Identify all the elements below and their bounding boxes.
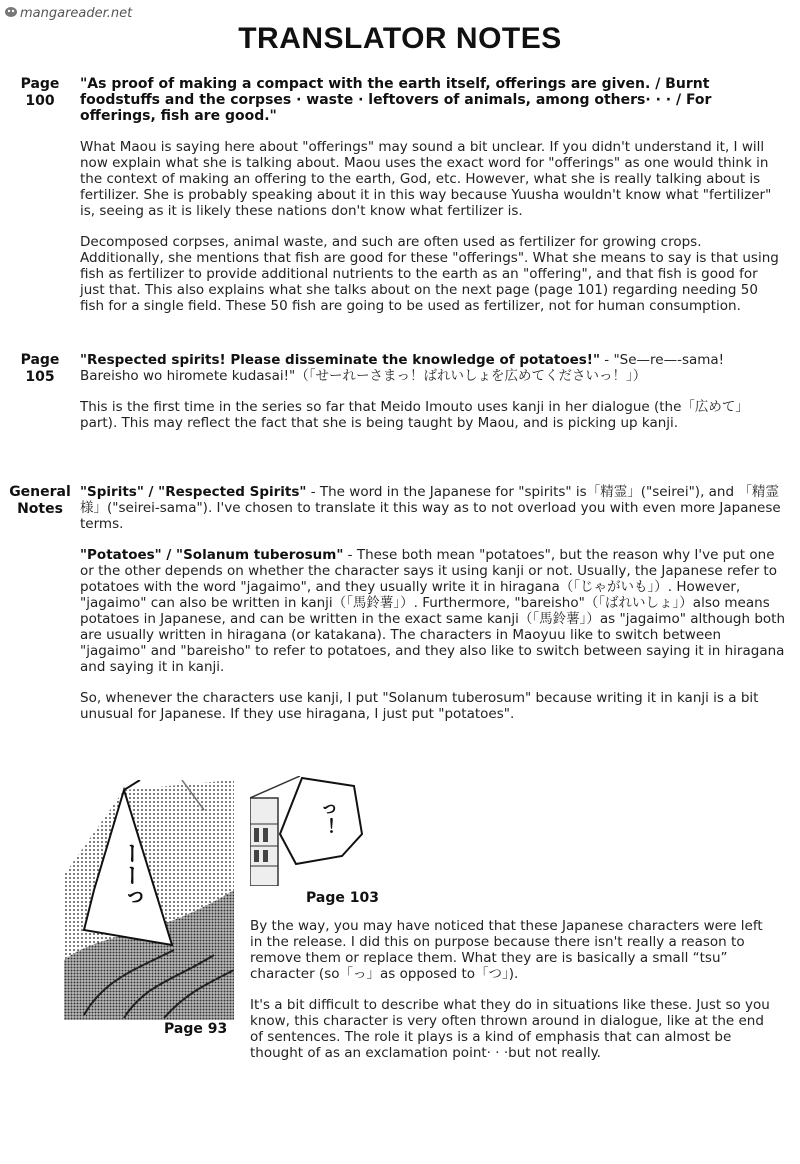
tsu-explanation xyxy=(250,918,770,1076)
general-note-entry xyxy=(80,690,786,722)
entry-term: "Spirits" / "Respected Spirits" xyxy=(80,484,307,500)
general-note-entry xyxy=(80,484,786,532)
panel-caption-page-93: Page 93 xyxy=(164,1021,228,1037)
entry-text: So, whenever the characters use kanji, I put "Solanum tuberosum" because writing it in kanji is a bit unusual for Japanese. If they use hiragana, I just put "potatoes". xyxy=(80,690,759,722)
entry-text: - These both mean "potatoes", but the reason why I've put one or the other depends on whether the character says it using kanji or not. Usually, the Japanese refer to potatoes with the word "jagaimo", and they usually write it in hiragana（「じゃがいも」）. However, "jagaimo" can also be written in kanji（「馬鈴薯」）. Furthermore, "bareisho"（「ばれいしょ」）also means potatoes in Japanese, and can be written in the exact same kanji（「馬鈴薯」）as "jagaimo" although both are usually written in hiragana (or katakana). The characters in Maoyuu like to switch between "jagaimo" and "bareisho" to refer to potatoes, and they also like to switch between saying it in hiragana and saying it in kanji. xyxy=(80,547,785,675)
entry-text: - The word in the Japanese for "spirits" is「精霊」("seirei"), and 「精霊様」("seirei-sama"). I've chosen to translate it this way as to not overload you with even more Japanese terms. xyxy=(80,484,781,532)
heading-romaji: - "Se—re—-sama! Bareisho wo hiromete kudasai!"（「せーれーさまっ！ばれいしょを広めてくださいっ！」） xyxy=(80,352,725,384)
section-content xyxy=(80,484,786,737)
manga-panel-page-103 xyxy=(250,776,370,886)
site-name: mangareader.net xyxy=(20,6,133,21)
section-paragraph: Decomposed corpses, animal waste, and such are often used as fertilizer for growing crops. Additionally, she mentions that fish are good for these "offerings". What she means to say is that using fish as fertilizer to provide additional nutrients to the earth as an "offering", and that fish is good for just that. This also explains what she talks about on the next page (page 101) regarding needing 50 fish for a single field. These 50 fish are going to be used as fertilizer, not for human consumption. xyxy=(80,234,779,314)
section-paragraph: This is the first time in the series so far that Meido Imouto uses kanji in her dialogue (the「広めて」part). This may reflect the fact that she is being taught by Maou, and is picking up kanji. xyxy=(80,399,749,431)
manga-panel-art xyxy=(250,776,370,886)
section-label xyxy=(4,484,76,518)
site-watermark xyxy=(4,6,132,21)
section-label xyxy=(4,76,76,110)
section-label xyxy=(4,352,76,386)
entry-term: "Potatoes" / "Solanum tuberosum" xyxy=(80,547,344,563)
section-paragraph: What Maou is saying here about "offerings" may sound a bit unclear. If you didn't understand it, I will now explain what she is talking about. Maou uses the exact word for "offerings" as one would think in the context of making an offering to the earth, God, etc. However, what she is really talking about is fertilizer. She is probably speaking about it in this way because Yuusha wouldn't know what "fertilizer" is, seeing as it is likely these nations don't know what fertilizer is. xyxy=(80,139,772,219)
section-heading: "As proof of making a compact with the earth itself, offerings are given. / Burnt foodstuffs and the corpses · waste · leftovers of animals, among others· · · / For offerings, fish are good." xyxy=(80,76,712,124)
speech-bubble-text: ーーっ xyxy=(118,842,143,908)
aside-paragraph: It's a bit difficult to describe what they do in situations like these. Just so you know, this character is very often thrown around in dialogue, like at the end of sentences. The role it plays is a kind of emphasis that can almost be thought of as an exclamation point· · ·but not really. xyxy=(250,997,770,1061)
section-label-text: Page 105 xyxy=(20,352,60,385)
aside-paragraph: By the way, you may have noticed that these Japanese characters were left in the release. I did this on purpose because there isn't really a reason to remove them or replace them. What they are is basically a small “tsu” character (so「っ」as opposed to「つ」). xyxy=(250,918,763,982)
general-note-entry xyxy=(80,547,786,675)
section-label-text: Page 100 xyxy=(20,76,60,109)
heading-quote: "Respected spirits! Please disseminate the knowledge of potatoes!" xyxy=(80,352,600,368)
page-title: TRANSLATOR NOTES xyxy=(238,22,562,55)
speech-bubble-text: っ！ xyxy=(315,800,336,836)
section-content xyxy=(80,76,786,329)
manga-panel-art xyxy=(64,780,234,1020)
section-label-text: General Notes xyxy=(9,484,71,517)
manga-panel-page-93 xyxy=(64,780,234,1020)
panel-caption-page-103: Page 103 xyxy=(306,890,379,906)
section-content xyxy=(80,352,786,446)
section-heading xyxy=(80,352,786,384)
mascot-icon xyxy=(4,6,18,18)
